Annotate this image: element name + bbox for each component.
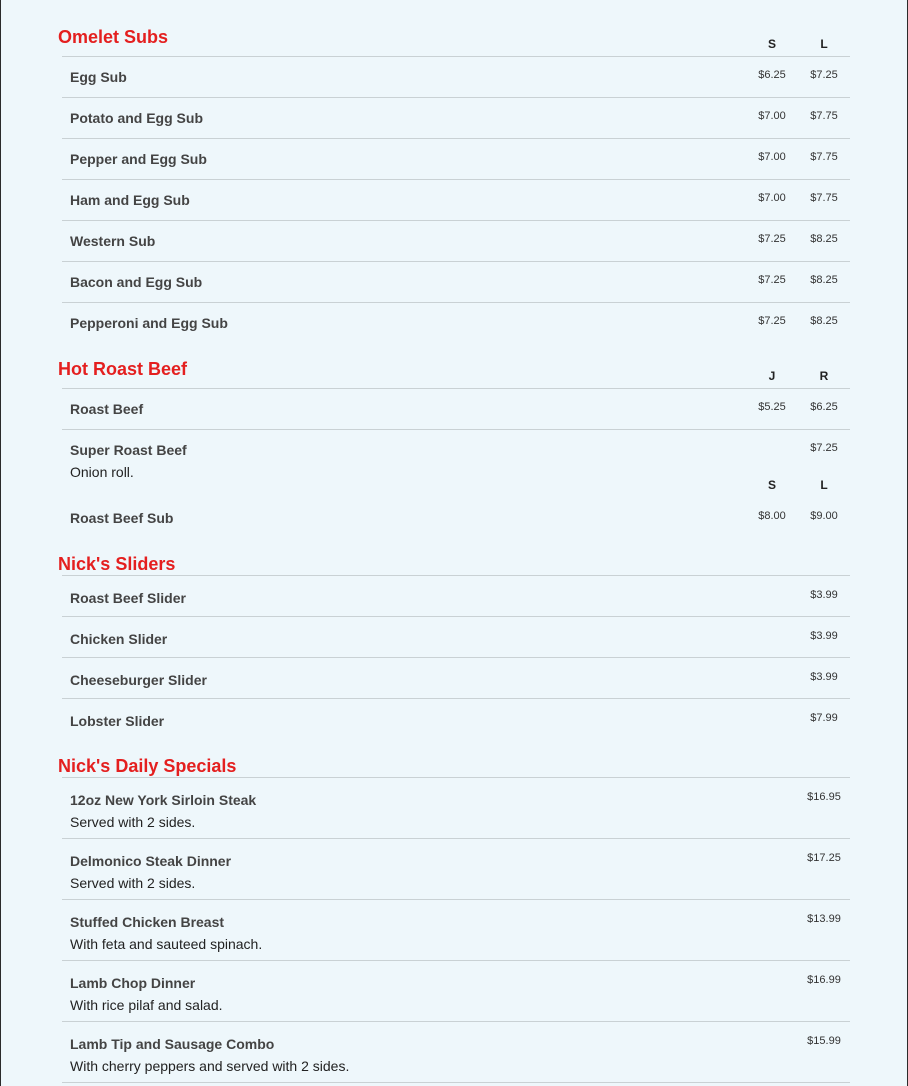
item-description: With feta and sauteed spinach. <box>70 936 263 952</box>
price: $3.99 <box>810 630 838 642</box>
section-title-hot-roast-beef: Hot Roast Beef <box>58 359 188 379</box>
menu-item[interactable] <box>62 838 850 899</box>
menu-item[interactable] <box>62 138 850 179</box>
item-name: Lobster Slider <box>70 713 165 729</box>
section-title-omelet-subs: Omelet Subs <box>58 27 169 47</box>
item-name: Bacon and Egg Sub <box>70 274 203 290</box>
item-name: Delmonico Steak Dinner <box>70 853 232 869</box>
price-small: $7.25 <box>758 315 786 327</box>
item-name: Stuffed Chicken Breast <box>70 914 225 930</box>
column-header-junior: J <box>768 369 776 383</box>
item-name: Lamb Chop Dinner <box>70 975 196 991</box>
column-header-large: L <box>820 478 828 492</box>
item-name: Roast Beef Sub <box>70 510 174 526</box>
price-small: $7.00 <box>758 110 786 122</box>
menu-item[interactable] <box>62 899 850 960</box>
item-name: Roast Beef Slider <box>70 590 186 606</box>
price-large: $8.25 <box>810 274 838 286</box>
menu-item[interactable] <box>62 777 850 838</box>
menu-item[interactable] <box>62 698 850 739</box>
item-name: Egg Sub <box>70 69 127 85</box>
menu-item[interactable] <box>62 575 850 616</box>
item-description: With rice pilaf and salad. <box>70 997 223 1013</box>
price-large: $8.25 <box>810 233 838 245</box>
price-small: $7.00 <box>758 151 786 163</box>
price-small: $7.25 <box>758 233 786 245</box>
menu-item[interactable] <box>62 429 850 494</box>
menu-item[interactable] <box>62 497 850 537</box>
item-description: With cherry peppers and served with 2 sides. <box>70 1058 350 1074</box>
item-description: Served with 2 sides. <box>70 814 196 830</box>
price: $17.25 <box>807 852 841 864</box>
menu-item[interactable] <box>62 261 850 302</box>
price: $16.95 <box>807 791 841 803</box>
item-name: Roast Beef <box>70 401 144 417</box>
price: $13.99 <box>807 913 841 925</box>
column-header-large: L <box>820 37 828 51</box>
item-description: Served with 2 sides. <box>70 875 196 891</box>
menu-item[interactable] <box>62 616 850 657</box>
price-small: $7.25 <box>758 274 786 286</box>
item-description: Onion roll. <box>70 464 134 480</box>
menu-item[interactable] <box>62 1021 850 1082</box>
item-name: Ham and Egg Sub <box>70 192 190 208</box>
column-header-small: S <box>767 478 776 492</box>
item-name: Lamb Tip and Sausage Combo <box>70 1036 275 1052</box>
menu-item[interactable] <box>62 960 850 1021</box>
price-junior: $5.25 <box>758 401 786 413</box>
menu-item[interactable] <box>62 302 850 343</box>
menu-item[interactable] <box>62 179 850 220</box>
item-name: Cheeseburger Slider <box>70 672 207 688</box>
item-name: Western Sub <box>70 233 156 249</box>
menu-page <box>1 0 907 1086</box>
item-name: Chicken Slider <box>70 631 168 647</box>
item-name: Pepperoni and Egg Sub <box>70 315 228 331</box>
price: $7.99 <box>810 712 838 724</box>
item-name: Potato and Egg Sub <box>70 110 203 126</box>
menu-item[interactable] <box>62 657 850 698</box>
price-large: $9.00 <box>810 510 838 522</box>
column-header-regular: R <box>819 369 829 383</box>
price-small: $6.25 <box>758 69 786 81</box>
price-regular: $7.25 <box>810 442 838 454</box>
price-small: $8.00 <box>758 510 786 522</box>
menu-item[interactable] <box>62 388 850 429</box>
price-large: $8.25 <box>810 315 838 327</box>
price: $3.99 <box>810 671 838 683</box>
price: $16.99 <box>807 974 841 986</box>
price-regular: $6.25 <box>810 401 838 413</box>
price: $15.99 <box>807 1035 841 1047</box>
item-name: Pepper and Egg Sub <box>70 151 207 167</box>
item-name: 12oz New York Sirloin Steak <box>70 792 257 808</box>
price-large: $7.75 <box>810 192 838 204</box>
price-small: $7.00 <box>758 192 786 204</box>
menu-item[interactable] <box>62 220 850 261</box>
menu-item[interactable] <box>62 97 850 138</box>
price-large: $7.75 <box>810 151 838 163</box>
section-title-nicks-sliders: Nick's Sliders <box>58 554 176 574</box>
price-large: $7.75 <box>810 110 838 122</box>
divider <box>62 1082 850 1083</box>
price-large: $7.25 <box>810 69 838 81</box>
item-name: Super Roast Beef <box>70 442 187 458</box>
column-header-small: S <box>767 37 776 51</box>
price: $3.99 <box>810 589 838 601</box>
menu-item[interactable] <box>62 56 850 97</box>
section-title-nicks-daily-specials: Nick's Daily Specials <box>58 756 237 776</box>
